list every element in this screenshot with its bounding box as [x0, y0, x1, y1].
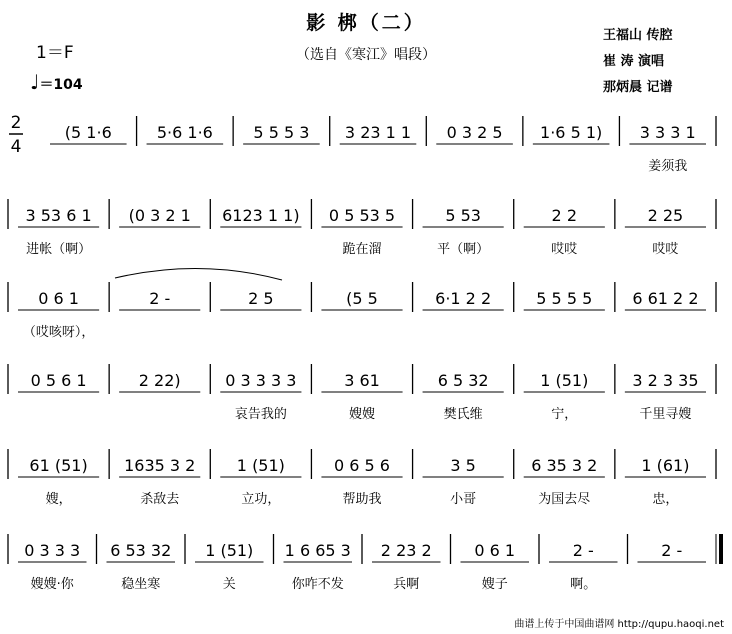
- measure-notes: (5 5: [346, 289, 378, 308]
- measure-notes: 3 23 1 1: [344, 123, 412, 142]
- measure-lyrics: 哎哎: [551, 242, 578, 257]
- measure-lyrics: 小哥: [450, 492, 477, 507]
- measure-notes: 0 3 2 5: [446, 123, 503, 142]
- measure-lyrics: 立功，: [241, 492, 281, 507]
- footer-watermark: 曲谱上传于中国曲谱网 http://qupu.haoqi.net: [514, 619, 724, 630]
- measure-lyrics: 嫂嫂: [348, 407, 376, 422]
- measure-lyrics: 稳坐寒: [121, 577, 161, 592]
- measure-notes: (5 1·6: [64, 123, 112, 142]
- measure-notes: 1 (51): [540, 371, 589, 390]
- measure-lyrics: 嫂，: [45, 492, 72, 507]
- measure-lyrics: 嫂子: [481, 577, 508, 592]
- measure-notes: 0 3 3 3: [24, 541, 81, 560]
- measure-notes: 2 -: [149, 289, 171, 308]
- measure-notes: 3 2 3 35: [632, 371, 699, 390]
- score-subtitle: （选自《寒江》唱段）: [296, 47, 436, 63]
- measure-lyrics: 忠，: [652, 492, 679, 507]
- measure-lyrics: 跪在溜: [342, 242, 382, 257]
- measure-notes: 0 6 1: [474, 541, 516, 560]
- measure-lyrics: 啊。: [570, 577, 597, 592]
- measure-notes: 5 5 5 3: [253, 123, 310, 142]
- measure-notes: 3 3 3 1: [639, 123, 696, 142]
- credit-line-2: 崔 涛 演唱: [603, 54, 665, 69]
- measure-lyrics: 为国去尽: [538, 492, 591, 507]
- time-signature-bottom: 4: [10, 137, 22, 157]
- measure-notes: 1·6 5 1): [540, 123, 603, 142]
- measure-lyrics: 嫂嫂·你: [30, 577, 74, 592]
- measure-notes: 3 61: [344, 371, 380, 390]
- measure-notes: 61 (51): [29, 456, 88, 475]
- measure-notes: 6 5 32: [437, 371, 489, 390]
- measure-lyrics: （哎咳呀），: [22, 325, 95, 340]
- measure-lyrics: 兵啊: [393, 577, 420, 592]
- key-signature: 1＝F: [36, 43, 74, 63]
- measure-notes: 6 53 32: [110, 541, 172, 560]
- measure-lyrics: 平（啊）: [437, 242, 490, 257]
- tempo-value: ＝104: [39, 77, 83, 93]
- measure-notes: 2 22): [138, 371, 181, 390]
- measure-notes: 1 (51): [205, 541, 254, 560]
- quarter-note-icon: ♩: [30, 70, 40, 94]
- measure-notes: 2 5: [248, 289, 274, 308]
- measure-notes: 6·1 2 2: [435, 289, 492, 308]
- measure-notes: 2 25: [647, 206, 684, 225]
- measure-lyrics: 姜须我: [648, 159, 688, 174]
- measure-notes: 2 23 2: [380, 541, 432, 560]
- measure-lyrics: 哎哎: [652, 242, 679, 257]
- measure-notes: 0 6 1: [38, 289, 79, 308]
- measure-lyrics: 哀告我的: [234, 407, 287, 422]
- measure-notes: 1 (61): [641, 456, 690, 475]
- measure-lyrics: 进帐（啊）: [26, 242, 92, 257]
- measure-lyrics: 帮助我: [342, 492, 382, 507]
- score-title: 影 梆（二）: [306, 12, 426, 34]
- credit-line-1: 王福山 传腔: [603, 28, 673, 43]
- measure-notes: 0 5 6 1: [30, 371, 87, 390]
- measure-lyrics: 宁，: [551, 407, 578, 422]
- time-signature-top: 2: [10, 113, 22, 133]
- measure-lyrics: 杀敌去: [140, 492, 180, 507]
- measure-notes: 5 53: [445, 206, 481, 225]
- measure-notes: 0 3 3 3 3: [225, 371, 297, 390]
- measure-notes: 6123 1 1): [222, 206, 300, 225]
- measure-lyrics: 你咋不发: [291, 577, 344, 592]
- measure-notes: 2 -: [661, 541, 683, 560]
- measure-lyrics: 樊氏维: [443, 407, 483, 422]
- measure-notes: 1 6 65 3: [284, 541, 351, 560]
- measure-notes: 5·6 1·6: [156, 123, 213, 142]
- measure-notes: 1635 3 2: [124, 456, 196, 475]
- credit-line-3: 那炳晨 记谱: [603, 80, 673, 95]
- measure-notes: (0 3 2 1: [128, 206, 191, 225]
- measure-notes: 5 5 5 5: [536, 289, 593, 308]
- measure-notes: 1 (51): [236, 456, 285, 475]
- measure-notes: 3 53 6 1: [25, 206, 92, 225]
- measure-notes: 6 61 2 2: [632, 289, 699, 308]
- measure-lyrics: 关: [222, 577, 236, 592]
- measure-notes: 2 -: [572, 541, 594, 560]
- measure-notes: 0 6 5 6: [334, 456, 390, 475]
- slur-arc: [115, 268, 282, 280]
- measure-notes: 2 2: [551, 206, 578, 225]
- measure-notes: 3 5: [450, 456, 476, 475]
- measure-notes: 6 35 3 2: [531, 456, 598, 475]
- measure-notes: 0 5 53 5: [328, 206, 396, 225]
- measure-lyrics: 千里寻嫂: [639, 407, 692, 422]
